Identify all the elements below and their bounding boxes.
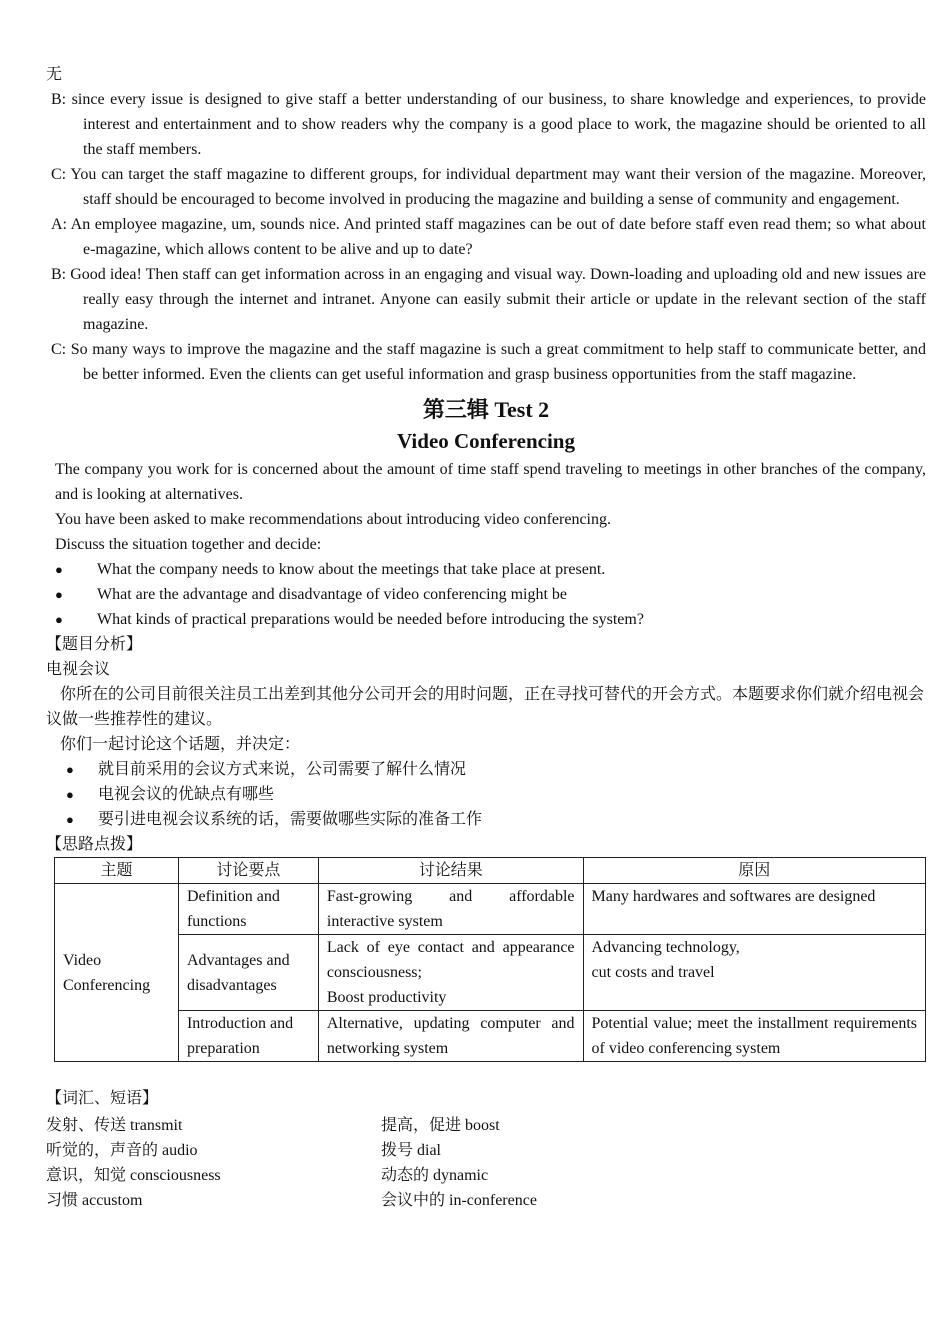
ideas-heading: 【思路点拨】: [46, 836, 143, 853]
vocab-item: 发射、传送 transmit: [46, 1117, 183, 1134]
analysis-bullets: [46, 757, 926, 832]
topic-line: Conferencing: [63, 976, 151, 994]
vocab-heading: 【词汇、短语】: [46, 1090, 159, 1107]
dialogue-turn: [51, 212, 926, 262]
speaker: C:: [51, 166, 67, 183]
vocab-item: 意识，知觉 consciousness: [46, 1167, 221, 1184]
dialogue-turn: [51, 337, 926, 387]
speaker: C:: [51, 341, 67, 358]
task-paragraph: Discuss the situation together and decide:: [55, 536, 322, 553]
list-item: ● What kinds of practical preparations would be needed before introducing the system?: [55, 607, 926, 632]
point-cell: Introduction and preparation: [178, 1011, 318, 1062]
point-cell: Definition and functions: [178, 884, 318, 935]
vocab-item: 动态的 dynamic: [381, 1167, 489, 1184]
vocab-list: [46, 1113, 926, 1213]
list-item: ● 就目前采用的会议方式来说，公司需要了解什么情况: [46, 757, 926, 782]
result-line: Boost productivity: [326, 989, 447, 1006]
reason-cell: [583, 935, 925, 1011]
table-header-cell: 讨论要点: [178, 858, 318, 884]
vocab-item: 会议中的 in-conference: [381, 1192, 537, 1209]
speaker: B:: [51, 91, 67, 108]
list-item: ● What the company needs to know about the meetings that take place at present.: [55, 557, 926, 582]
document-page: [46, 62, 926, 1213]
result-line: Lack of eye contact and appearance consciousness;: [326, 939, 575, 981]
table-header-cell: 原因: [583, 858, 925, 884]
reason-line: Advancing technology,: [591, 939, 740, 956]
point-cell: Advantages and disadvantages: [178, 935, 318, 1011]
table-header-cell: 讨论结果: [318, 858, 583, 884]
turn-text: So many ways to improve the magazine and the staff magazine is such a great commitment to help staff to communicate better, and be better informed. Even the clients can get useful information and grasp business opportunities from the staff magazine.: [70, 341, 927, 383]
task-paragraph: The company you work for is concerned about the amount of time staff spend traveling to meetings in other branches of the company, and is looking at alternatives.: [55, 461, 926, 503]
dialogue-turn: [51, 162, 926, 212]
analysis-heading: 【题目分析】: [46, 636, 143, 653]
table-row: [55, 1011, 926, 1062]
dialogue-turn: [51, 87, 926, 162]
analysis-paragraph: 你们一起讨论这个话题，并决定：: [60, 736, 301, 753]
reason-cell: Potential value; meet the installment requirements of video conferencing system: [583, 1011, 925, 1062]
list-item: ● What are the advantage and disadvantage of video conferencing might be: [55, 582, 926, 607]
table-row: [55, 935, 926, 1011]
analysis-paragraph: 你所在的公司目前很关注员工出差到其他分公司开会的用时问题，正在寻找可替代的开会方式。本题要求你们就介绍电视会议做一些推荐性的建议。: [46, 686, 925, 728]
topic-line: Video: [63, 951, 102, 969]
topic-title: Video Conferencing: [397, 429, 575, 453]
speaker: B:: [51, 266, 67, 283]
vocab-item: 听觉的，声音的 audio: [46, 1142, 198, 1159]
table-header-cell: 主题: [55, 858, 179, 884]
task-paragraph: You have been asked to make recommendations about introducing video conferencing.: [55, 511, 611, 528]
speaker: A:: [51, 216, 67, 233]
result-cell: [318, 935, 583, 1011]
dialogue-turn: [51, 262, 926, 337]
table-header-row: [55, 858, 926, 884]
list-item: ● 要引进电视会议系统的话，需要做哪些实际的准备工作: [46, 807, 926, 832]
list-item: ● 电视会议的优缺点有哪些: [46, 782, 926, 807]
reason-line: cut costs and travel: [591, 964, 715, 981]
reason-cell: Many hardwares and softwares are designed: [583, 884, 925, 935]
section-title: 第三辑 Test 2: [422, 397, 550, 422]
vocab-item: 拨号 dial: [381, 1142, 441, 1159]
turn-text: An employee magazine, um, sounds nice. And printed staff magazines can be out of date before staff even read them; so what about e-magazine, which allows content to be alive and up to date?: [70, 216, 926, 258]
turn-text: You can target the staff magazine to different groups, for individual department may want their version of the magazine. Moreover, staff should be encouraged to become involved in producing the magazine and building a sense of community and engagement.: [70, 166, 927, 208]
spacer: [46, 1062, 926, 1086]
ideas-table: [54, 857, 926, 1062]
table-row: [55, 884, 926, 935]
topic-cell: [55, 884, 179, 1062]
top-text: 无: [46, 66, 63, 83]
analysis-topic: 电视会议: [46, 661, 111, 678]
dialogue: [51, 87, 926, 387]
result-cell: Alternative, updating computer and networking system: [318, 1011, 583, 1062]
turn-text: since every issue is designed to give staff a better understanding of our business, to share knowledge and experiences, to provide interest and entertainment and to show readers why the company is a good place to work, the magazine should be oriented to all the staff members.: [71, 91, 926, 158]
vocab-item: 提高，促进 boost: [381, 1117, 500, 1134]
vocab-item: 习惯 accustom: [46, 1192, 143, 1209]
task-bullets: [46, 557, 926, 632]
result-cell: Fast-growing and affordable interactive system: [318, 884, 583, 935]
turn-text: Good idea! Then staff can get information across in an engaging and visual way. Down-loading and uploading old and new issues are really easy through the internet and intranet. Anyone can easily submit their article or update in the relevant section of the staff magazine.: [70, 266, 926, 333]
